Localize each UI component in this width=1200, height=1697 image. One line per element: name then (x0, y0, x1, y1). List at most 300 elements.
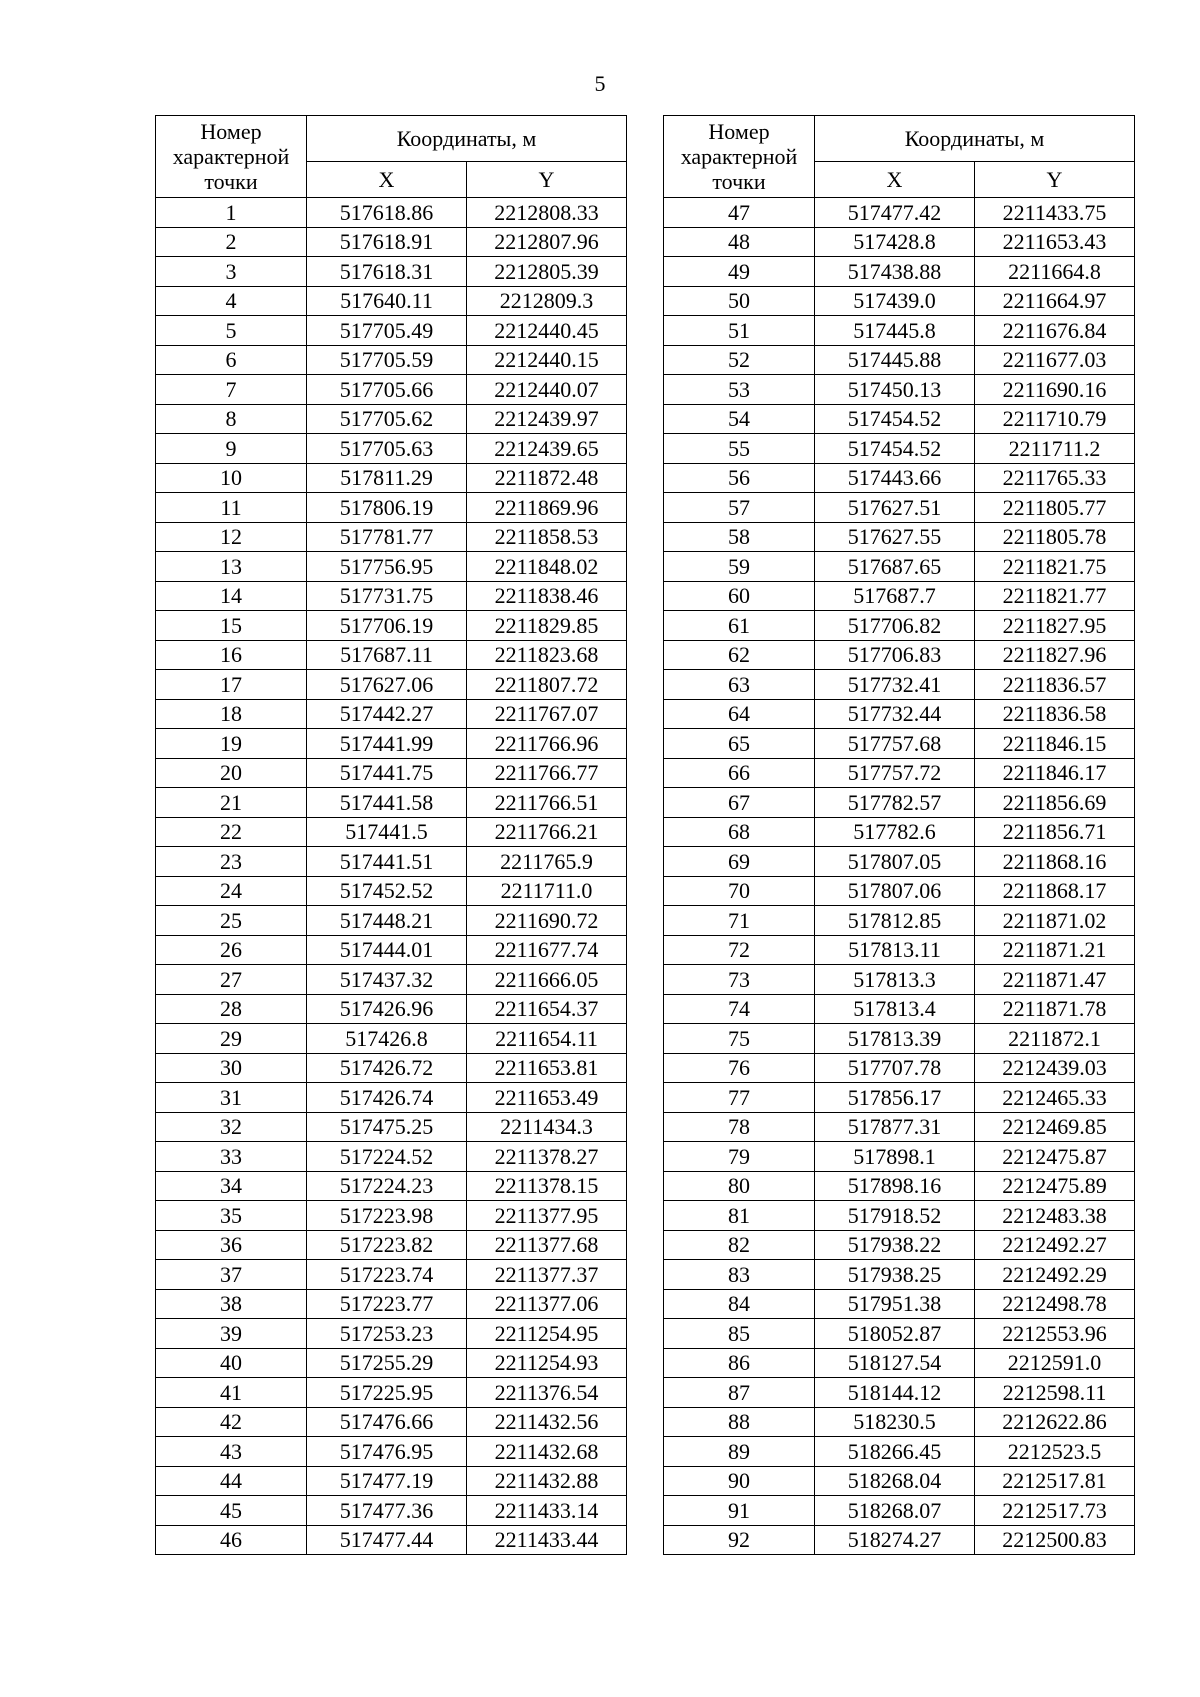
y-coordinate-cell: 2211846.15 (975, 729, 1135, 759)
y-coordinate-cell: 2211871.02 (975, 906, 1135, 936)
point-number-cell: 6 (156, 345, 307, 375)
point-number-cell: 65 (664, 729, 815, 759)
y-coordinate-cell: 2212500.83 (975, 1525, 1135, 1555)
x-coordinate-cell: 517782.57 (815, 788, 975, 818)
table-row (664, 493, 1135, 523)
point-number-cell: 50 (664, 286, 815, 316)
point-number-cell: 55 (664, 434, 815, 464)
y-coordinate-cell: 2211846.17 (975, 758, 1135, 788)
table-row (664, 1348, 1135, 1378)
table-row (664, 847, 1135, 877)
table-row (156, 227, 627, 257)
table-row (664, 1112, 1135, 1142)
x-coordinate-cell: 518230.5 (815, 1407, 975, 1437)
x-coordinate-cell: 517426.8 (307, 1024, 467, 1054)
x-coordinate-cell: 517807.06 (815, 876, 975, 906)
table-row (156, 404, 627, 434)
x-coordinate-cell: 517687.65 (815, 552, 975, 582)
y-coordinate-cell: 2211868.16 (975, 847, 1135, 877)
x-coordinate-cell: 517877.31 (815, 1112, 975, 1142)
y-coordinate-cell: 2211433.75 (975, 198, 1135, 228)
table-row (664, 286, 1135, 316)
point-number-cell: 41 (156, 1378, 307, 1408)
point-number-cell: 74 (664, 994, 815, 1024)
point-number-cell: 38 (156, 1289, 307, 1319)
table-row (156, 581, 627, 611)
table-row (664, 758, 1135, 788)
table-row (156, 847, 627, 877)
point-number-cell: 84 (664, 1289, 815, 1319)
x-coordinate-cell: 517811.29 (307, 463, 467, 493)
point-number-cell: 52 (664, 345, 815, 375)
table-row (664, 699, 1135, 729)
x-coordinate-cell: 517756.95 (307, 552, 467, 582)
point-number-cell: 61 (664, 611, 815, 641)
x-coordinate-cell: 518052.87 (815, 1319, 975, 1349)
point-number-cell: 19 (156, 729, 307, 759)
y-coordinate-cell: 2211823.68 (467, 640, 627, 670)
table-row (664, 1171, 1135, 1201)
point-number-cell: 32 (156, 1112, 307, 1142)
point-number-cell: 62 (664, 640, 815, 670)
point-number-cell: 26 (156, 935, 307, 965)
table-row (664, 316, 1135, 346)
x-coordinate-cell: 517444.01 (307, 935, 467, 965)
point-number-cell: 18 (156, 699, 307, 729)
table-row (664, 345, 1135, 375)
x-coordinate-cell: 517813.11 (815, 935, 975, 965)
x-coordinate-cell: 517428.8 (815, 227, 975, 257)
point-number-cell: 79 (664, 1142, 815, 1172)
point-number-cell: 36 (156, 1230, 307, 1260)
point-number-cell: 59 (664, 552, 815, 582)
x-coordinate-cell: 517705.66 (307, 375, 467, 405)
x-coordinate-cell: 517476.66 (307, 1407, 467, 1437)
y-coordinate-cell: 2212440.15 (467, 345, 627, 375)
table-row (156, 316, 627, 346)
point-number-cell: 78 (664, 1112, 815, 1142)
table-row (156, 1348, 627, 1378)
point-number-cell: 8 (156, 404, 307, 434)
y-coordinate-cell: 2211434.3 (467, 1112, 627, 1142)
point-number-cell: 1 (156, 198, 307, 228)
y-coordinate-cell: 2211766.51 (467, 788, 627, 818)
y-coordinate-cell: 2212483.38 (975, 1201, 1135, 1231)
x-coordinate-cell: 517687.7 (815, 581, 975, 611)
y-coordinate-cell: 2211653.43 (975, 227, 1135, 257)
table-row (664, 552, 1135, 582)
x-coordinate-cell: 517732.44 (815, 699, 975, 729)
y-coordinate-cell: 2211433.44 (467, 1525, 627, 1555)
x-coordinate-cell: 517951.38 (815, 1289, 975, 1319)
x-coordinate-cell: 517918.52 (815, 1201, 975, 1231)
x-coordinate-cell: 517223.98 (307, 1201, 467, 1231)
x-coordinate-cell: 517813.4 (815, 994, 975, 1024)
point-number-header-line2: характерной (172, 144, 290, 169)
y-coordinate-cell: 2211378.15 (467, 1171, 627, 1201)
x-coordinate-cell: 517442.27 (307, 699, 467, 729)
table-row (664, 463, 1135, 493)
y-coordinate-cell: 2211869.96 (467, 493, 627, 523)
x-coordinate-cell: 517441.99 (307, 729, 467, 759)
point-number-cell: 85 (664, 1319, 815, 1349)
point-number-cell: 37 (156, 1260, 307, 1290)
point-number-cell: 9 (156, 434, 307, 464)
y-coordinate-cell: 2211872.1 (975, 1024, 1135, 1054)
y-coordinate-cell: 2211653.81 (467, 1053, 627, 1083)
y-coordinate-cell: 2212622.86 (975, 1407, 1135, 1437)
table-row (156, 1201, 627, 1231)
point-number-cell: 58 (664, 522, 815, 552)
table-row (664, 1437, 1135, 1467)
point-number-cell: 89 (664, 1437, 815, 1467)
point-number-cell: 71 (664, 906, 815, 936)
point-number-cell: 3 (156, 257, 307, 287)
y-coordinate-cell: 2212492.27 (975, 1230, 1135, 1260)
point-number-cell: 21 (156, 788, 307, 818)
point-number-cell: 42 (156, 1407, 307, 1437)
y-coordinate-cell: 2211690.72 (467, 906, 627, 936)
y-coordinate-cell: 2211377.06 (467, 1289, 627, 1319)
x-coordinate-cell: 517856.17 (815, 1083, 975, 1113)
table-row (664, 404, 1135, 434)
point-number-cell: 77 (664, 1083, 815, 1113)
point-number-cell: 4 (156, 286, 307, 316)
point-number-cell: 33 (156, 1142, 307, 1172)
x-coordinate-cell: 517477.42 (815, 198, 975, 228)
table-row (156, 1260, 627, 1290)
y-coordinate-cell: 2211827.96 (975, 640, 1135, 670)
y-coordinate-cell: 2211766.96 (467, 729, 627, 759)
x-coordinate-cell: 517454.52 (815, 404, 975, 434)
point-number-cell: 60 (664, 581, 815, 611)
x-coordinate-cell: 517477.44 (307, 1525, 467, 1555)
table-row (156, 1525, 627, 1555)
point-number-cell: 29 (156, 1024, 307, 1054)
y-coordinate-cell: 2211821.77 (975, 581, 1135, 611)
table-row (156, 1142, 627, 1172)
point-number-cell: 81 (664, 1201, 815, 1231)
y-coordinate-cell: 2211710.79 (975, 404, 1135, 434)
x-coordinate-cell: 518266.45 (815, 1437, 975, 1467)
table-row (156, 876, 627, 906)
x-coordinate-cell: 517706.19 (307, 611, 467, 641)
table-row (156, 670, 627, 700)
table-row (156, 611, 627, 641)
point-number-cell: 88 (664, 1407, 815, 1437)
y-coordinate-cell: 2211711.0 (467, 876, 627, 906)
point-number-cell: 67 (664, 788, 815, 818)
x-coordinate-cell: 517441.51 (307, 847, 467, 877)
x-coordinate-cell: 517618.91 (307, 227, 467, 257)
x-coordinate-cell: 517807.05 (815, 847, 975, 877)
point-number-cell: 35 (156, 1201, 307, 1231)
x-coordinate-cell: 518144.12 (815, 1378, 975, 1408)
x-coordinate-cell: 517441.58 (307, 788, 467, 818)
point-number-cell: 25 (156, 906, 307, 936)
table-row (664, 935, 1135, 965)
table-row (156, 994, 627, 1024)
y-coordinate-cell: 2211858.53 (467, 522, 627, 552)
table-row (156, 906, 627, 936)
x-coordinate-cell: 517454.52 (815, 434, 975, 464)
y-coordinate-cell: 2212465.33 (975, 1083, 1135, 1113)
y-coordinate-cell: 2212591.0 (975, 1348, 1135, 1378)
x-coordinate-cell: 517938.25 (815, 1260, 975, 1290)
point-number-cell: 40 (156, 1348, 307, 1378)
page-number: 5 (594, 71, 606, 96)
point-number-header (156, 116, 307, 198)
point-number-header-line2: характерной (680, 144, 798, 169)
x-coordinate-cell: 517618.31 (307, 257, 467, 287)
x-coordinate-cell: 517441.5 (307, 817, 467, 847)
x-coordinate-cell: 517441.75 (307, 758, 467, 788)
point-number-cell: 66 (664, 758, 815, 788)
x-coordinate-cell: 517225.95 (307, 1378, 467, 1408)
x-coordinate-cell: 517477.19 (307, 1466, 467, 1496)
x-coordinate-cell: 517705.62 (307, 404, 467, 434)
y-coordinate-cell: 2212553.96 (975, 1319, 1135, 1349)
table-row (664, 434, 1135, 464)
y-coordinate-cell: 2211377.68 (467, 1230, 627, 1260)
table-row (156, 1053, 627, 1083)
y-coordinate-cell: 2211836.58 (975, 699, 1135, 729)
x-coordinate-cell: 517705.49 (307, 316, 467, 346)
y-coordinate-cell: 2211254.95 (467, 1319, 627, 1349)
y-coordinate-cell: 2212517.81 (975, 1466, 1135, 1496)
point-number-cell: 76 (664, 1053, 815, 1083)
x-coordinate-cell: 517426.96 (307, 994, 467, 1024)
table-row (664, 965, 1135, 995)
y-coordinate-cell: 2212475.89 (975, 1171, 1135, 1201)
point-number-cell: 90 (664, 1466, 815, 1496)
point-number-cell: 20 (156, 758, 307, 788)
point-number-cell: 39 (156, 1319, 307, 1349)
table-row (664, 1083, 1135, 1113)
y-coordinate-cell: 2211767.07 (467, 699, 627, 729)
point-number-cell: 80 (664, 1171, 815, 1201)
x-coordinate-cell: 517782.6 (815, 817, 975, 847)
table-row (664, 1466, 1135, 1496)
y-coordinate-cell: 2211432.68 (467, 1437, 627, 1467)
y-coordinate-cell: 2211829.85 (467, 611, 627, 641)
x-coordinate-cell: 517813.3 (815, 965, 975, 995)
point-number-cell: 44 (156, 1466, 307, 1496)
table-row (156, 1407, 627, 1437)
point-number-header-line1: Номер (200, 119, 262, 144)
x-coordinate-cell: 517476.95 (307, 1437, 467, 1467)
point-number-cell: 56 (664, 463, 815, 493)
point-number-cell: 5 (156, 316, 307, 346)
x-coordinate-cell: 517448.21 (307, 906, 467, 936)
x-coordinate-cell: 517687.11 (307, 640, 467, 670)
point-number-cell: 91 (664, 1496, 815, 1526)
point-number-cell: 83 (664, 1260, 815, 1290)
y-coordinate-cell: 2211432.56 (467, 1407, 627, 1437)
table-row (156, 1437, 627, 1467)
y-coordinate-cell: 2212808.33 (467, 198, 627, 228)
table-row (664, 876, 1135, 906)
table-row (664, 522, 1135, 552)
point-number-header-line3: точки (204, 169, 258, 194)
x-coordinate-cell: 517757.72 (815, 758, 975, 788)
point-number-cell: 47 (664, 198, 815, 228)
table-row (156, 729, 627, 759)
point-number-cell: 57 (664, 493, 815, 523)
table-row (664, 611, 1135, 641)
table-row (156, 286, 627, 316)
y-coordinate-cell: 2211254.93 (467, 1348, 627, 1378)
y-coordinate-cell: 2212439.97 (467, 404, 627, 434)
point-number-cell: 45 (156, 1496, 307, 1526)
x-coordinate-cell: 517706.83 (815, 640, 975, 670)
x-coordinate-cell: 517253.23 (307, 1319, 467, 1349)
x-coordinate-cell: 517426.72 (307, 1053, 467, 1083)
y-coordinate-cell: 2211378.27 (467, 1142, 627, 1172)
y-coordinate-cell: 2212807.96 (467, 227, 627, 257)
y-coordinate-cell: 2211377.37 (467, 1260, 627, 1290)
point-number-cell: 51 (664, 316, 815, 346)
table-row (156, 1230, 627, 1260)
table-row (664, 1378, 1135, 1408)
table-row (664, 1024, 1135, 1054)
x-coordinate-cell: 517706.82 (815, 611, 975, 641)
x-coordinate-cell: 517437.32 (307, 965, 467, 995)
x-coordinate-cell: 517618.86 (307, 198, 467, 228)
y-coordinate-cell: 2211836.57 (975, 670, 1135, 700)
point-number-cell: 49 (664, 257, 815, 287)
x-coordinate-cell: 517426.74 (307, 1083, 467, 1113)
table-row (664, 1201, 1135, 1231)
table-row (664, 1142, 1135, 1172)
point-number-cell: 92 (664, 1525, 815, 1555)
table-row (156, 257, 627, 287)
y-coordinate-cell: 2211871.21 (975, 935, 1135, 965)
x-coordinate-cell: 517938.22 (815, 1230, 975, 1260)
x-coordinate-cell: 517450.13 (815, 375, 975, 405)
table-row (156, 788, 627, 818)
table-row (156, 1112, 627, 1142)
point-number-cell: 27 (156, 965, 307, 995)
y-coordinate-cell: 2211807.72 (467, 670, 627, 700)
y-coordinate-cell: 2211868.17 (975, 876, 1135, 906)
x-coordinate-cell: 517477.36 (307, 1496, 467, 1526)
table-row (156, 522, 627, 552)
x-coordinate-cell: 517223.77 (307, 1289, 467, 1319)
point-number-cell: 48 (664, 227, 815, 257)
y-coordinate-cell: 2211827.95 (975, 611, 1135, 641)
table-row (156, 1466, 627, 1496)
point-number-cell: 43 (156, 1437, 307, 1467)
point-number-header-line3: точки (712, 169, 766, 194)
point-number-cell: 70 (664, 876, 815, 906)
point-number-cell: 73 (664, 965, 815, 995)
table-row (664, 788, 1135, 818)
point-number-cell: 54 (664, 404, 815, 434)
point-number-cell: 14 (156, 581, 307, 611)
y-coordinate-cell: 2212809.3 (467, 286, 627, 316)
point-number-cell: 28 (156, 994, 307, 1024)
y-coordinate-cell: 2211664.8 (975, 257, 1135, 287)
x-coordinate-cell: 518268.07 (815, 1496, 975, 1526)
y-coordinate-cell: 2211838.46 (467, 581, 627, 611)
table-row (156, 1289, 627, 1319)
y-coordinate-cell: 2212469.85 (975, 1112, 1135, 1142)
x-coordinate-cell: 517731.75 (307, 581, 467, 611)
table-row (156, 1496, 627, 1526)
y-coordinate-cell: 2211711.2 (975, 434, 1135, 464)
x-coordinate-cell: 517732.41 (815, 670, 975, 700)
y-coordinate-cell: 2211432.88 (467, 1466, 627, 1496)
y-coordinate-cell: 2211664.97 (975, 286, 1135, 316)
y-coordinate-cell: 2212439.03 (975, 1053, 1135, 1083)
point-number-cell: 22 (156, 817, 307, 847)
table-row (156, 1024, 627, 1054)
table-row (664, 729, 1135, 759)
x-coordinate-cell: 517475.25 (307, 1112, 467, 1142)
y-coordinate-cell: 2211805.78 (975, 522, 1135, 552)
point-number-header-line1: Номер (708, 119, 770, 144)
y-coordinate-cell: 2212475.87 (975, 1142, 1135, 1172)
right-table-body (664, 198, 1135, 1555)
point-number-cell: 63 (664, 670, 815, 700)
y-coordinate-cell: 2211653.49 (467, 1083, 627, 1113)
x-coordinate-cell: 518268.04 (815, 1466, 975, 1496)
y-coordinate-cell: 2211766.21 (467, 817, 627, 847)
x-coordinate-cell: 517223.74 (307, 1260, 467, 1290)
point-number-cell: 16 (156, 640, 307, 670)
x-coordinate-cell: 518274.27 (815, 1525, 975, 1555)
y-coordinate-cell: 2212439.65 (467, 434, 627, 464)
coordinates-table-right (663, 115, 1135, 1555)
y-header: Y (467, 162, 627, 198)
y-coordinate-cell: 2212492.29 (975, 1260, 1135, 1290)
y-coordinate-cell: 2211856.69 (975, 788, 1135, 818)
y-header: Y (975, 162, 1135, 198)
x-coordinate-cell: 517224.23 (307, 1171, 467, 1201)
coordinates-header: Координаты, м (815, 116, 1135, 162)
table-row (664, 198, 1135, 228)
x-coordinate-cell: 518127.54 (815, 1348, 975, 1378)
y-coordinate-cell: 2212523.5 (975, 1437, 1135, 1467)
table-row (156, 699, 627, 729)
table-row (664, 1260, 1135, 1290)
x-header: X (815, 162, 975, 198)
x-coordinate-cell: 517707.78 (815, 1053, 975, 1083)
table-row (664, 817, 1135, 847)
x-coordinate-cell: 517443.66 (815, 463, 975, 493)
x-coordinate-cell: 517255.29 (307, 1348, 467, 1378)
x-coordinate-cell: 517898.16 (815, 1171, 975, 1201)
table-row (156, 817, 627, 847)
point-number-cell: 24 (156, 876, 307, 906)
coordinates-table-left (155, 115, 627, 1555)
table-row (664, 906, 1135, 936)
x-coordinate-cell: 517781.77 (307, 522, 467, 552)
y-coordinate-cell: 2212440.45 (467, 316, 627, 346)
coordinates-header: Координаты, м (307, 116, 627, 162)
point-number-cell: 23 (156, 847, 307, 877)
y-coordinate-cell: 2212598.11 (975, 1378, 1135, 1408)
point-number-cell: 34 (156, 1171, 307, 1201)
point-number-cell: 46 (156, 1525, 307, 1555)
point-number-cell: 13 (156, 552, 307, 582)
x-coordinate-cell: 517438.88 (815, 257, 975, 287)
x-coordinate-cell: 517627.06 (307, 670, 467, 700)
table-row (664, 670, 1135, 700)
y-coordinate-cell: 2211848.02 (467, 552, 627, 582)
point-number-cell: 17 (156, 670, 307, 700)
